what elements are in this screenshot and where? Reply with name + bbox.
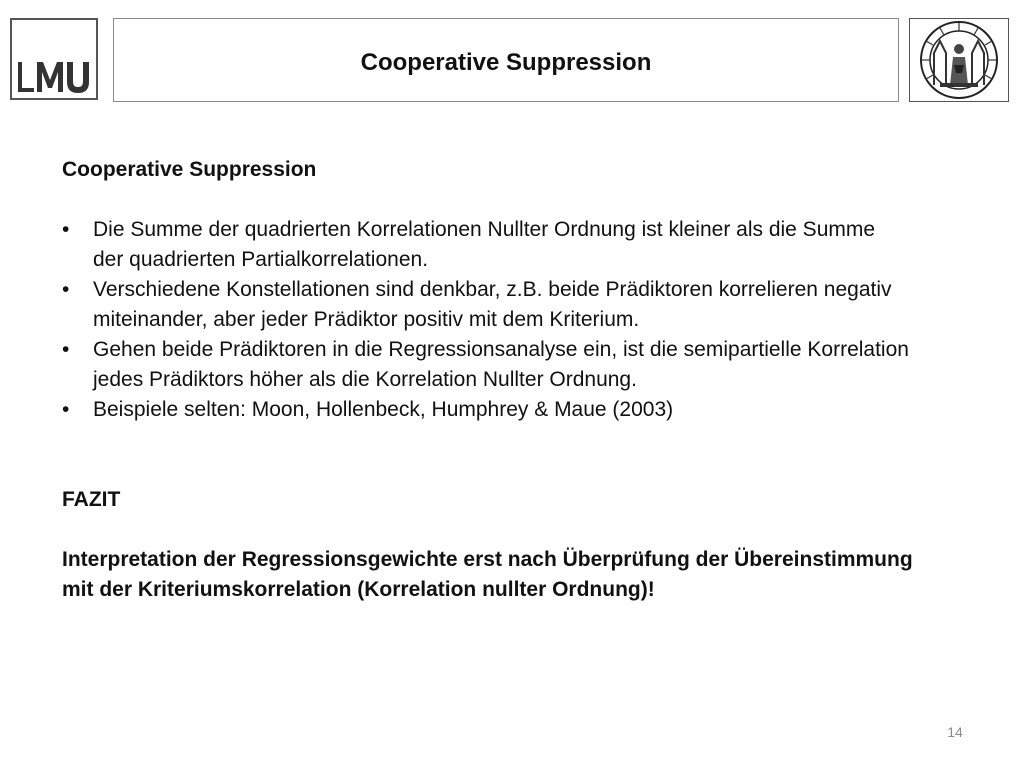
university-seal-icon xyxy=(910,19,1008,101)
conclusion-text xyxy=(62,545,1002,605)
bullet-text-line1: Verschiedene Konstellationen sind denkbar, z.B. beide Prädiktoren korrelieren negativ xyxy=(93,278,892,301)
spacer xyxy=(62,185,1002,215)
bullet-icon: • xyxy=(62,338,70,361)
bullet-text-line2: jedes Prädiktors höher als die Korrelation Nullter Ordnung. xyxy=(93,368,637,391)
bullet-text-line1: Die Summe der quadrierten Korrelationen Nullter Ordnung ist kleiner als die Summe xyxy=(93,218,876,241)
spacer xyxy=(62,515,1002,545)
university-seal xyxy=(909,18,1009,102)
page-number: 14 xyxy=(947,724,963,740)
bullet-text-line2: miteinander, aber jeder Prädiktor positiv mit dem Kriterium. xyxy=(93,308,640,331)
bullet-item xyxy=(62,395,1002,425)
spacer xyxy=(62,425,1002,455)
bullet-icon: • xyxy=(62,218,70,241)
slide-body xyxy=(62,155,1002,605)
bullet-text-line2: der quadrierten Partialkorrelationen. xyxy=(93,248,429,271)
conclusion-line2: mit der Kriteriumskorrelation (Korrelation nullter Ordnung)! xyxy=(62,578,655,601)
slide-title: Cooperative Suppression xyxy=(360,49,652,76)
bullet-text-line1: Beispiele selten: Moon, Hollenbeck, Humphrey & Maue (2003) xyxy=(93,398,674,421)
bullet-icon: • xyxy=(62,278,70,301)
spacer xyxy=(62,455,1002,485)
section-heading: Cooperative Suppression xyxy=(62,158,317,181)
bullet-text-line1: Gehen beide Prädiktoren in die Regressionsanalyse ein, ist die semipartielle Korrelation xyxy=(93,338,909,361)
fazit-heading: FAZIT xyxy=(62,488,121,511)
bullet-item xyxy=(62,215,1002,275)
lmu-logo-icon xyxy=(12,20,96,98)
bullet-icon: • xyxy=(62,398,70,421)
bullet-item xyxy=(62,275,1002,335)
lmu-logo xyxy=(10,18,98,100)
bullet-list xyxy=(62,215,1002,425)
title-banner xyxy=(113,18,899,102)
bullet-item xyxy=(62,335,1002,395)
conclusion-line1: Interpretation der Regressionsgewichte erst nach Überprüfung der Übereinstimmung xyxy=(62,548,913,571)
